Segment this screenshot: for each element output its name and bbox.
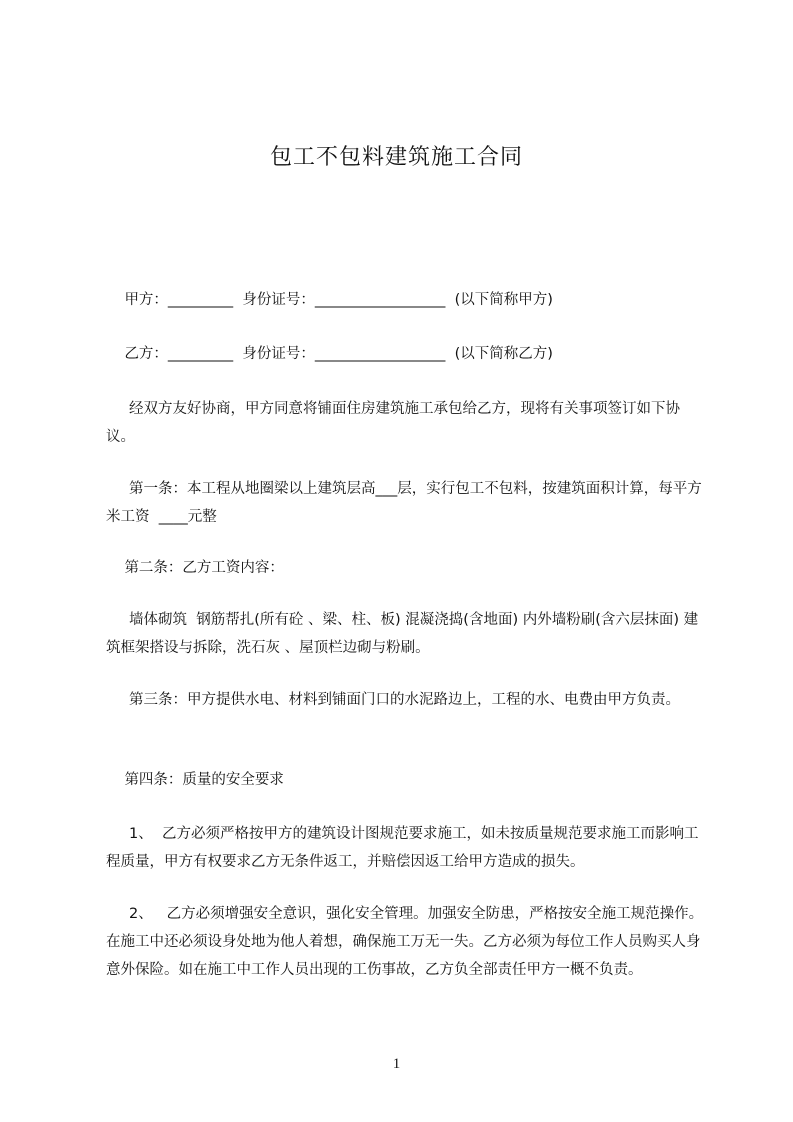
party-b-line: 乙方：_________ 身份证号：__________________ (以下简称乙方) [106, 346, 553, 362]
article-3-paragraph: 第三条：甲方提供水电、材料到铺面门口的水泥路边上，工程的水、电费由甲方负责。 [106, 692, 681, 708]
intro-paragraph: 经双方友好协商，甲方同意将铺面住房建筑施工承包给乙方，现将有关事项签订如下协议。 [106, 401, 681, 445]
article-4-item-1: 1、 乙方必须严格按甲方的建筑设计图规范要求施工，如未按质量规范要求施工而影响工程质量，甲方有权要求乙方无条件返工，并赔偿因返工给甲方造成的损失。 [106, 826, 699, 870]
article-4-heading: 第四条：质量的安全要求 [106, 772, 284, 788]
article-2-content: 墙体砌筑 钢筋帮扎(所有砼 、梁、柱、板) 混凝浇捣(含地面) 内外墙粉刷(含六层抹面) 建筑框架搭设与拆除，洗石灰 、屋顶栏边砌与粉刷。 [106, 612, 699, 656]
article-4-item-2: 2、 乙方必须增强安全意识，强化安全管理。加强安全防患，严格按安全施工规范操作。在施工中还必须设身处地为他人着想，确保施工万无一失。乙方必须为每位工作人员购买人身意外保险。如在施工中工作人员出现的工伤事故，乙方负全部责任甲方一概不负责。 [106, 906, 704, 978]
article-1-paragraph: 第一条：本工程从地圈梁以上建筑层高___层，实行包工不包料，按建筑面积计算，每平方米工资 ____元整 [106, 481, 702, 525]
page-number: 1 [392, 1056, 401, 1072]
party-a-line: 甲方：_________ 身份证号：__________________ (以下简称甲方) [106, 292, 553, 308]
document-title: 包工不包料建筑施工合同 [269, 145, 523, 170]
article-2-heading: 第二条：乙方工资内容： [106, 560, 284, 576]
